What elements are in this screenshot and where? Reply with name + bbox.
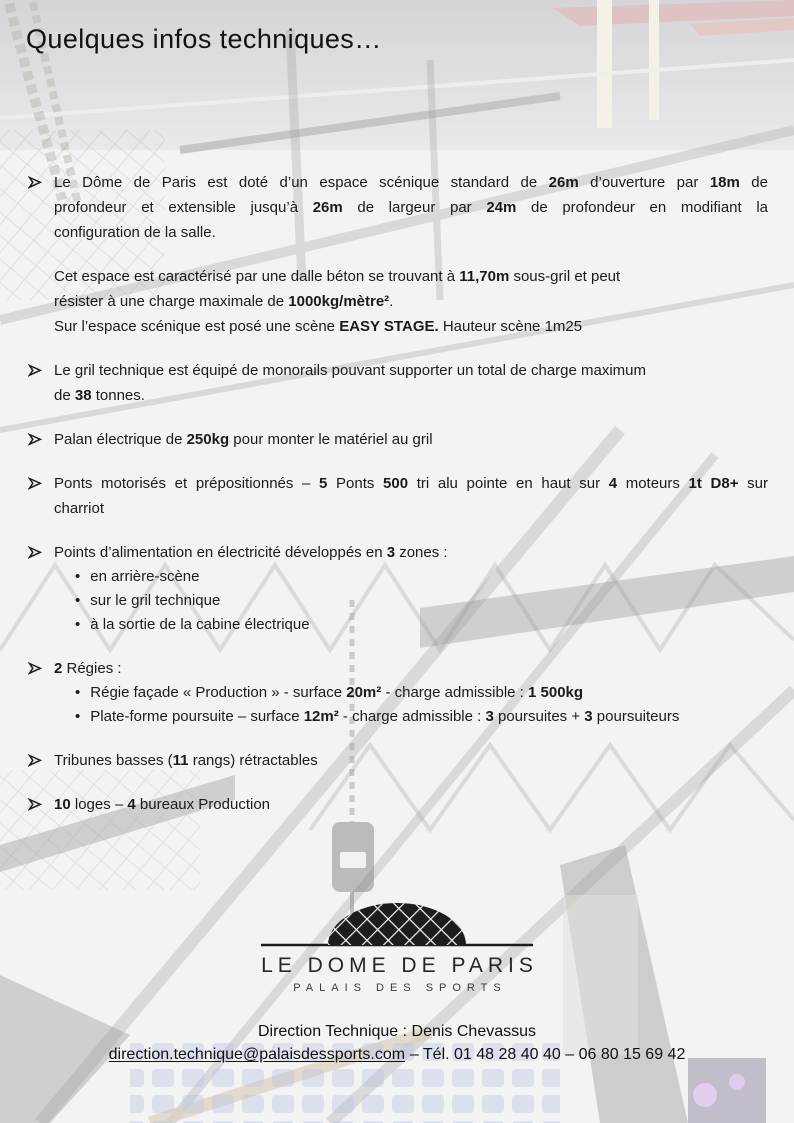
dot-bullet-icon: • [75, 684, 81, 701]
venue-logo [0, 897, 794, 994]
arrow-bullet-icon [28, 546, 42, 559]
sub-bullet-item: • Plate-forme poursuite – surface 12m² - charge admissible : 3 poursuites + 3 poursuiteurs [54, 705, 768, 729]
arrow-bullet-icon [28, 798, 42, 811]
arrow-bullet-icon [28, 176, 42, 189]
text-line: 2 Régies : [54, 660, 122, 677]
text-line: résister à une charge maximale de 1000kg/mètre². [54, 293, 394, 310]
text-line: 10 loges – 4 bureaux Production [54, 796, 271, 813]
sub-bullet-item: • Régie façade « Production » - surface 20m² - charge admissible : 1 500kg [54, 681, 768, 705]
text-line: Tribunes basses (11 rangs) rétractables [54, 752, 318, 769]
footer-contact-name: Direction Technique : Denis Chevassus [257, 1023, 537, 1040]
bullet-item [27, 471, 768, 521]
text-line: charriot [54, 500, 105, 517]
page-title: Quelques infos techniques… [26, 24, 382, 54]
footer-phone: – Tél. 01 48 28 40 40 – 06 80 15 69 42 [409, 1046, 686, 1063]
paragraph [27, 264, 768, 339]
sub-bullet-item: • à la sortie de la cabine électrique [54, 613, 768, 637]
text-line: Sur l’espace scénique est posé une scène EASY STAGE. Hauteur scène 1m25 [54, 318, 583, 335]
bullet-item [27, 170, 768, 245]
sub-bullet-item: • sur le gril technique [54, 589, 768, 613]
email-link[interactable]: direction.technique@palaisdessports.com [108, 1046, 406, 1063]
text-line: Cet espace est caractérisé par une dalle béton se trouvant à 11,70m sous-gril et peut [54, 268, 621, 285]
bullet-item [27, 656, 768, 729]
dot-bullet-icon: • [75, 592, 81, 609]
text-line: profondeur et extensible jusqu’à 26m de largeur par 24m de profondeur en modifiant la [54, 199, 768, 216]
text-line: Palan électrique de 250kg pour monter le matériel au gril [54, 431, 433, 448]
arrow-bullet-icon [28, 433, 42, 446]
bullet-item [27, 792, 768, 817]
bullet-item [27, 427, 768, 452]
dot-bullet-icon: • [75, 708, 81, 725]
text-line: configuration de la salle. [54, 224, 216, 241]
text-line: Points d’alimentation en électricité développés en 3 zones : [54, 544, 448, 561]
logo-title: LE DOME DE PARIS [261, 954, 538, 977]
content-blocks [27, 170, 768, 836]
sub-bullet-item: • en arrière-scène [54, 565, 768, 589]
text-line: Le Dôme de Paris est doté d’un espace scénique standard de 26m d’ouverture par 18m de [54, 174, 768, 191]
arrow-bullet-icon [28, 477, 42, 490]
arrow-bullet-icon [28, 364, 42, 377]
dot-bullet-icon: • [75, 616, 81, 633]
logo-subtitle: PALAIS DES SPORTS [293, 982, 507, 994]
bullet-item [27, 540, 768, 637]
arrow-bullet-icon [28, 662, 42, 675]
text-line: Le gril technique est équipé de monorails pouvant supporter un total de charge maximum [54, 362, 647, 379]
text-line: de 38 tonnes. [54, 387, 145, 404]
arrow-bullet-icon [28, 754, 42, 767]
footer-contact-line [0, 1043, 794, 1066]
footer-contact [0, 1020, 794, 1066]
bullet-item [27, 748, 768, 773]
bullet-item [27, 358, 768, 408]
text-line: Ponts motorisés et prépositionnés – 5 Ponts 500 tri alu pointe en haut sur 4 moteurs 1t D8+ sur [54, 475, 768, 492]
dot-bullet-icon: • [75, 568, 81, 585]
dome-lattice-icon [261, 897, 533, 953]
